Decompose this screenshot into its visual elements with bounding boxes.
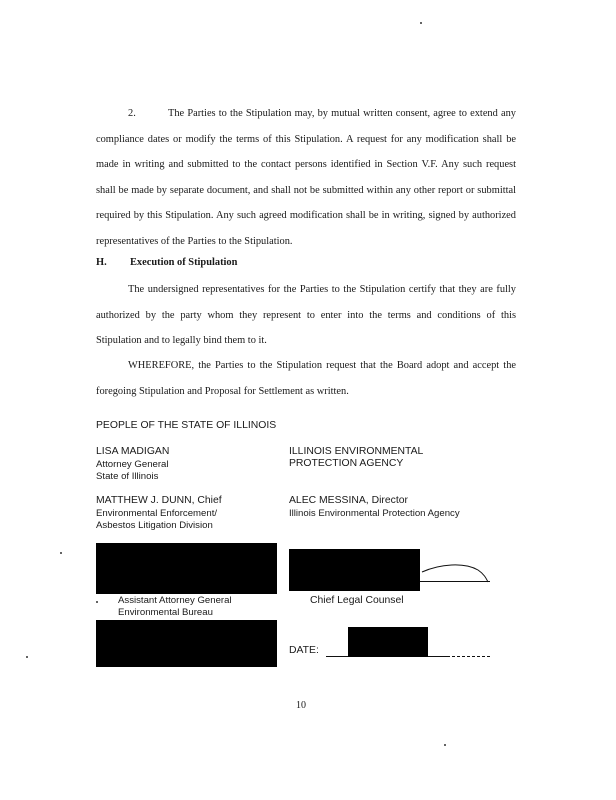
date-line-start (326, 656, 348, 657)
left-sig-caption-2: Environmental Bureau (118, 607, 213, 618)
redacted-date (348, 627, 428, 657)
page-number: 10 (296, 700, 306, 711)
left-name-1: LISA MADIGAN (96, 446, 170, 457)
paragraph-certify (96, 277, 516, 354)
right-name: ALEC MESSINA, Director (289, 495, 408, 506)
date-line-end (428, 656, 450, 657)
section-heading (96, 257, 237, 268)
left-sig-caption-1: Assistant Attorney General (118, 595, 232, 606)
date-label: DATE: (289, 645, 319, 656)
date-line-dashed (452, 656, 490, 657)
paragraph-certify-text: The undersigned representatives for the Parties to the Stipulation certify that they are fully authorized by the party whom they represent to enter into the terms and conditions of this Stipulation and to legally bind them to it. (96, 284, 516, 347)
paragraph-wherefore-text: WHEREFORE, the Parties to the Stipulation request that the Board adopt and accept the foregoing Stipulation and Proposal for Settlement as written. (96, 360, 516, 397)
scan-speck (420, 22, 422, 24)
left-name-2: MATTHEW J. DUNN, Chief (96, 495, 222, 506)
right-org-1: ILLINOIS ENVIRONMENTAL (289, 446, 424, 457)
section-title: Execution of Stipulation (130, 257, 238, 268)
left-title-1a: Attorney General (96, 459, 169, 470)
scan-speck (96, 601, 98, 603)
section-letter: H. (96, 257, 107, 268)
paragraph-wherefore (96, 353, 516, 404)
right-org-2: PROTECTION AGENCY (289, 458, 404, 469)
left-title-1b: State of Illinois (96, 471, 159, 482)
left-title-2a: Environmental Enforcement/ (96, 508, 218, 519)
right-sig-caption: Chief Legal Counsel (310, 595, 404, 606)
scan-speck (26, 656, 28, 658)
people-heading: PEOPLE OF THE STATE OF ILLINOIS (96, 420, 277, 431)
redacted-signature-right (289, 549, 420, 591)
signature-flourish-icon (420, 560, 492, 584)
paragraph-2-text: The Parties to the Stipulation may, by mutual written consent, agree to extend any compliance dates or modify the terms of this Stipulation. A request for any modification shall be made in writing and submitted to the contact persons identified in Section V.F. Any such request shall be made by separate document, and shall not be submitted within any other report or submittal required by this Stipulation. Any such agreed modification shall be in writing, signed by authorized representatives of the Parties to the Stipulation. (96, 108, 516, 247)
paragraph-number: 2. (128, 108, 136, 119)
left-title-2b: Asbestos Litigation Division (96, 520, 213, 531)
paragraph-2 (96, 101, 516, 255)
right-title: Illinois Environmental Protection Agency (289, 508, 460, 519)
redacted-signature-left (96, 543, 277, 594)
scan-speck (444, 744, 446, 746)
redacted-block-left (96, 620, 277, 667)
scan-speck (60, 552, 62, 554)
